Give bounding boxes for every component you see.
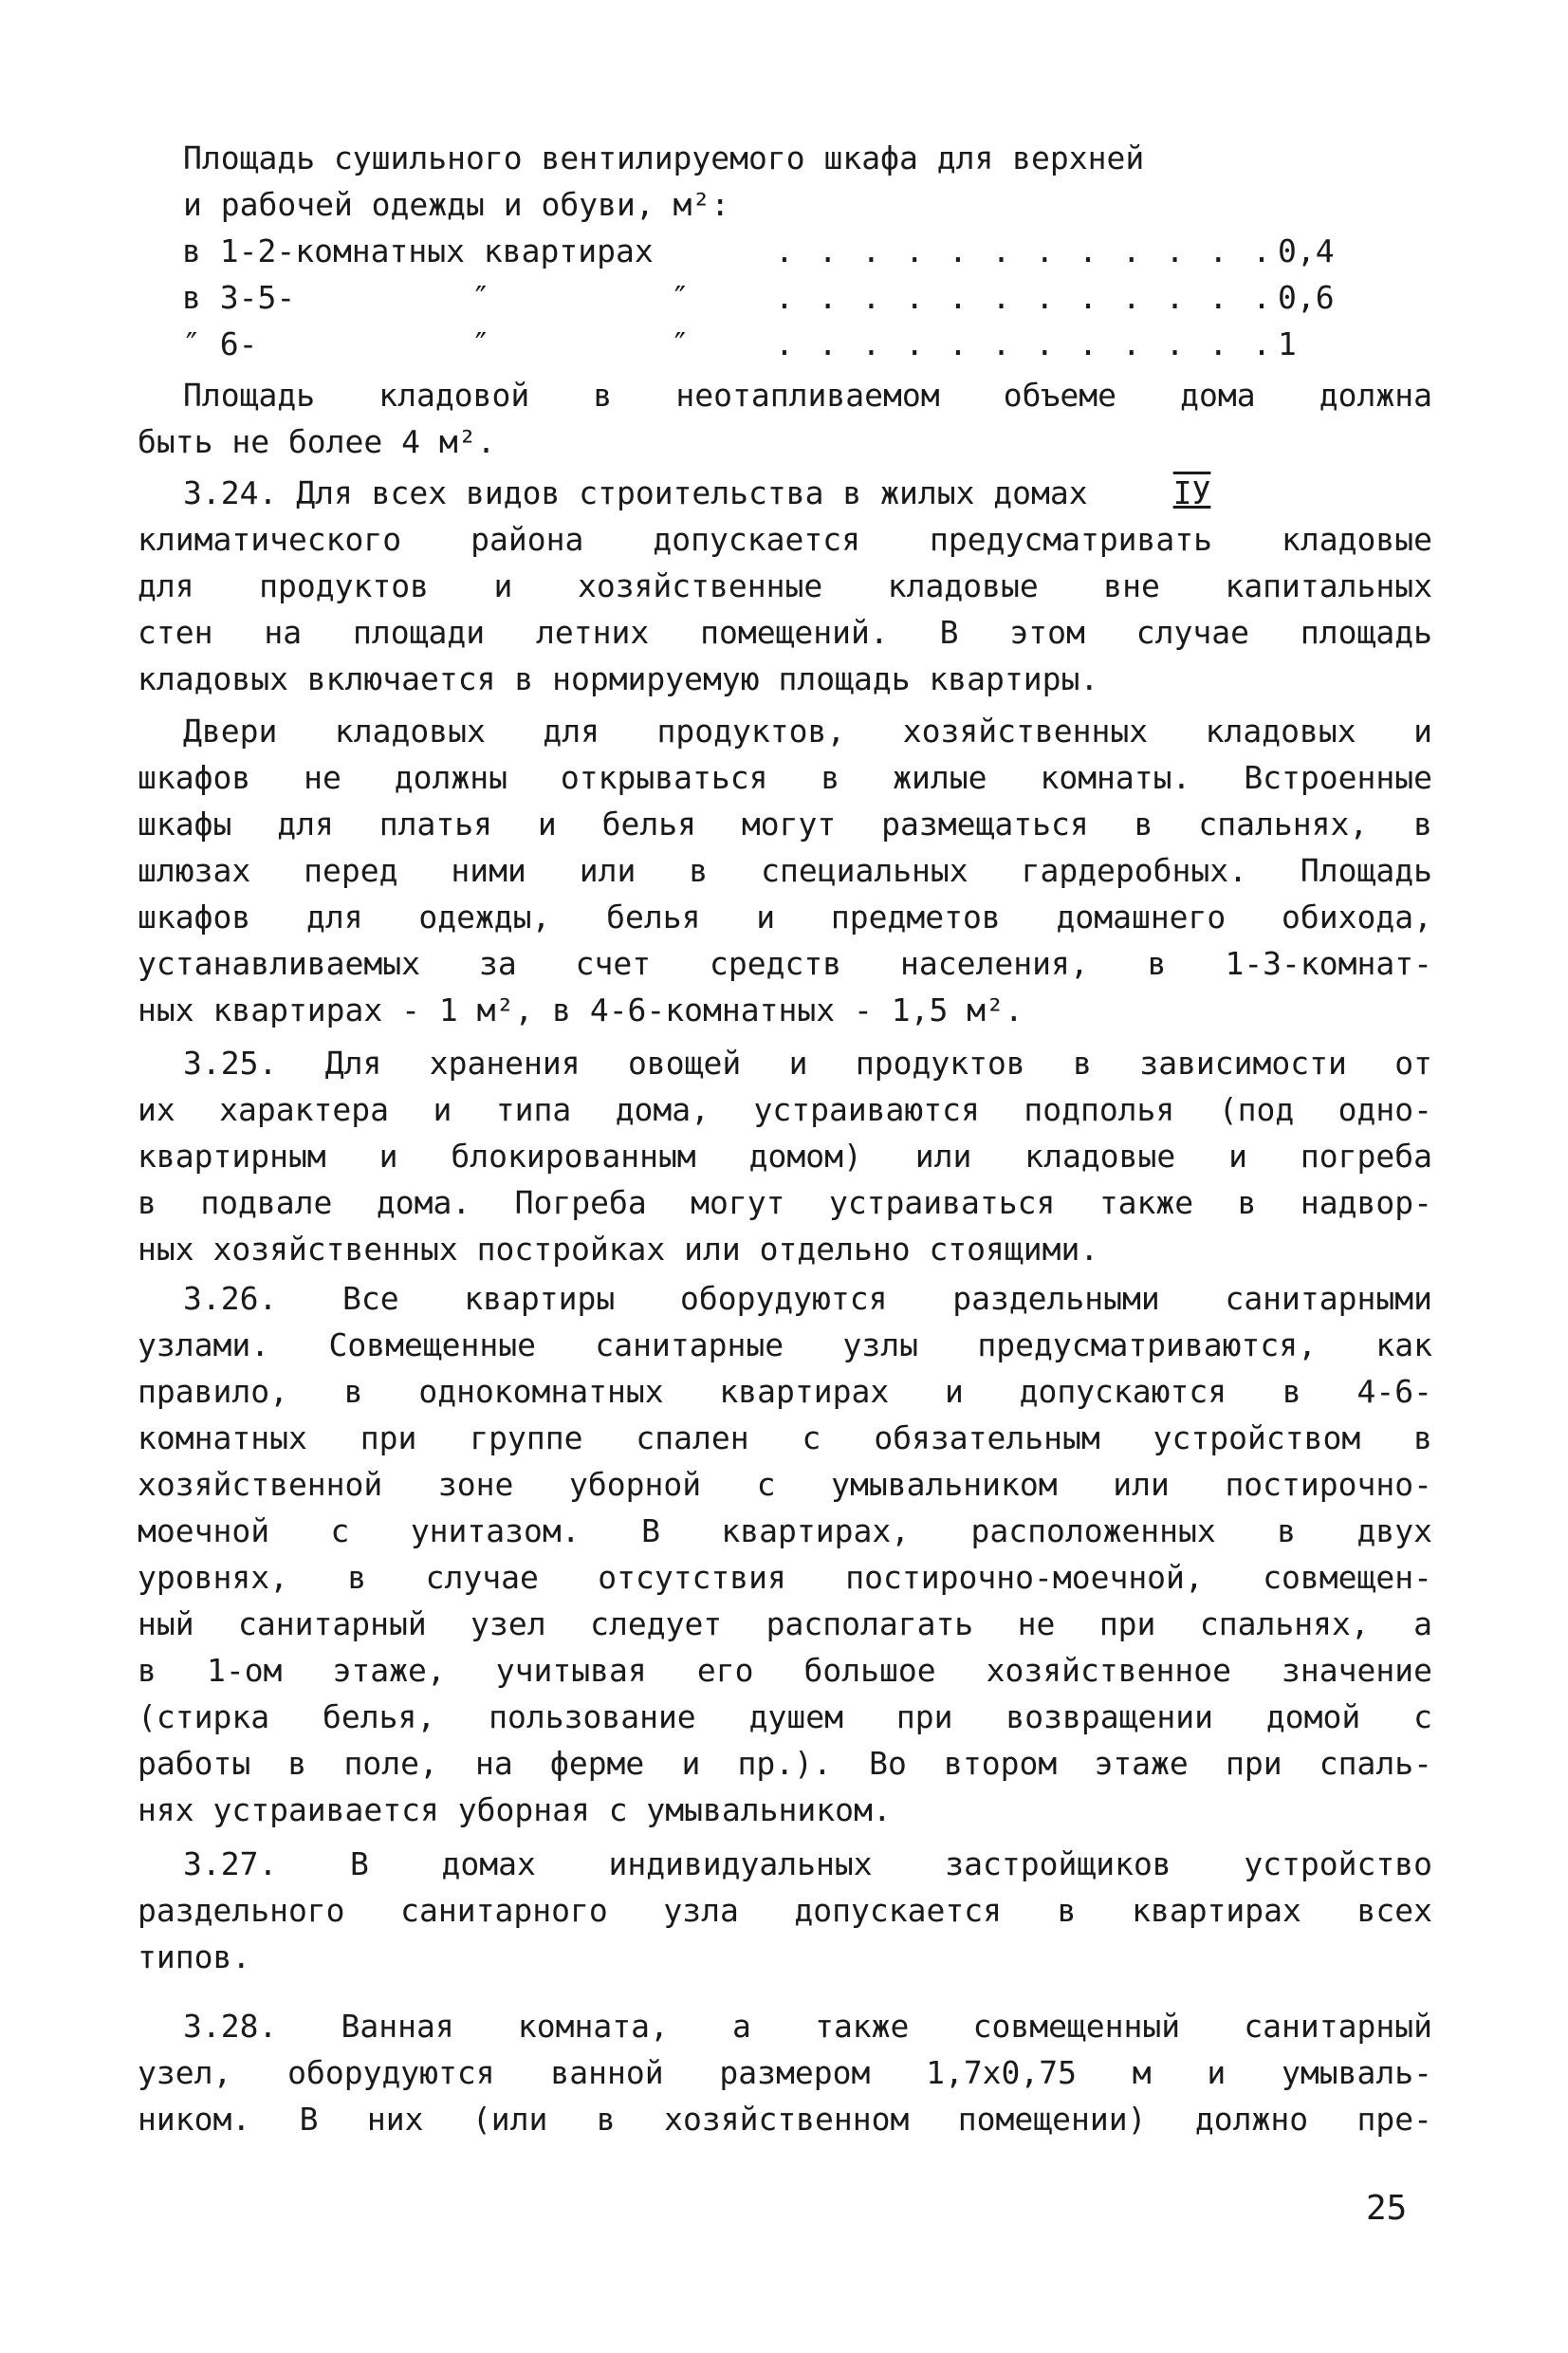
text-line xyxy=(138,470,1432,516)
text-line: для продуктов и хозяйственные кладовые вне капитальных xyxy=(138,567,1432,604)
list-item-value: 1 xyxy=(1278,325,1297,362)
text-line: их характера и типа дома, устраиваются подполья (под одно- xyxy=(138,1091,1432,1128)
ditto-mark: ″ xyxy=(671,325,690,362)
list-item-value: 0,6 xyxy=(1278,279,1335,316)
text-line: Площадь кладовой в неотапливаемом объеме дома должна xyxy=(183,377,1432,414)
text-line: квартирным и блокированным домом) или кладовые и погреба xyxy=(138,1138,1432,1175)
text-line: комнатных при группе спален с обязательным устройством в xyxy=(138,1419,1432,1456)
text-line: шкафов не должны открываться в жилые комнаты. Встроенные xyxy=(138,759,1432,796)
text-line: ником. В них (или в хозяйственном помещении) должно пре- xyxy=(138,2101,1432,2138)
paragraph-3-28 xyxy=(138,2003,1432,2142)
paragraph-3-26 xyxy=(138,1275,1432,1833)
text-line: Двери кладовых для продуктов, хозяйственных кладовых и xyxy=(183,713,1432,750)
text-line: узлами. Совмещенные санитарные узлы предусматриваются, как xyxy=(138,1326,1432,1363)
text-line: 3.26. Все квартиры оборудуются раздельными санитарными xyxy=(183,1280,1432,1317)
text-line: Площадь сушильного вентилируемого шкафа для верхней xyxy=(183,139,1145,176)
page-number: 25 xyxy=(1366,2189,1408,2228)
text-line: шкафы для платья и белья могут размещаться в спальнях, в xyxy=(138,806,1432,843)
text-line: стен на площади летних помещений. В этом случае площадь xyxy=(138,614,1432,651)
list-item xyxy=(182,274,1358,321)
list-item xyxy=(182,228,1358,274)
paragraph-3-25 xyxy=(138,1040,1432,1272)
text-line: (стирка белья, пользование душем при возвращении домой с xyxy=(138,1698,1432,1735)
text-line: и рабочей одежды и обуви, м²: xyxy=(183,186,730,223)
text-line: шлюзах перед ними или в специальных гардеробных. Площадь xyxy=(138,852,1432,889)
text-line: ных хозяйственных постройках или отдельно стоящими. xyxy=(138,1231,1099,1268)
storage-note-paragraph xyxy=(138,372,1432,465)
leader-dots: . . . . . . . . . . . . xyxy=(775,232,1274,269)
ditto-mark: ″ xyxy=(471,325,490,362)
list-item-label: ″ 6- xyxy=(182,325,258,362)
text-line: быть не более 4 м². xyxy=(138,423,496,460)
leader-dots: . . . . . . . . . . . . xyxy=(775,279,1274,316)
text-line: шкафов для одежды, белья и предметов домашнего обихода, xyxy=(138,899,1432,936)
text-line: работы в поле, на ферме и пр.). Во втором этаже при спаль- xyxy=(138,1745,1432,1782)
text-line: типов. xyxy=(138,1938,251,1975)
paragraph-3-27 xyxy=(138,1841,1432,1980)
paragraph-text: 3.24. Для всех видов строительства в жилых домах xyxy=(183,474,1088,511)
text-line: 3.25. Для хранения овощей и продуктов в зависимости от xyxy=(183,1045,1432,1082)
text-line: в подвале дома. Погреба могут устраиваться также в надвор- xyxy=(138,1184,1432,1221)
text-line: хозяйственной зоне уборной с умывальником или постирочно- xyxy=(138,1466,1432,1503)
text-line: 3.27. В домах индивидуальных застройщиков устройство xyxy=(183,1845,1432,1882)
ditto-mark: ″ xyxy=(671,279,690,316)
ditto-mark: ″ xyxy=(471,279,490,316)
leader-dots: . . . . . . . . . . . . xyxy=(775,325,1274,362)
text-line: уровнях, в случае отсутствия постирочно-моечной, совмещен- xyxy=(138,1559,1432,1596)
list-item xyxy=(182,321,1358,367)
paragraph-doors xyxy=(138,708,1432,1033)
list-item-label: в 3-5- xyxy=(182,279,296,316)
text-line: устанавливаемых за счет средств населения, в 1-3-комнат- xyxy=(138,945,1432,982)
text-line: ных квартирах - 1 м², в 4-6-комнатных - 1,5 м². xyxy=(138,991,1024,1028)
text-line: климатического района допускается предусматривать кладовые xyxy=(138,521,1432,558)
text-line: правило, в однокомнатных квартирах и допускаются в 4-6- xyxy=(138,1373,1432,1410)
list-item-value: 0,4 xyxy=(1278,232,1335,269)
text-line: нях устраивается уборная с умывальником. xyxy=(138,1791,892,1828)
paragraph-3-24 xyxy=(138,470,1432,702)
intro-paragraph xyxy=(138,135,1432,228)
text-line: узел, оборудуются ванной размером 1,7х0,75 м и умываль- xyxy=(138,2054,1432,2091)
text-line: 3.28. Ванная комната, а также совмещенный санитарный xyxy=(183,2008,1432,2045)
text-line: ный санитарный узел следует располагать не при спальнях, а xyxy=(138,1605,1432,1642)
text-line: раздельного санитарного узла допускается в квартирах всех xyxy=(138,1892,1432,1929)
climate-zone-mark: IУ xyxy=(1172,474,1211,511)
text-line: в 1-ом этаже, учитывая его большое хозяйственное значение xyxy=(138,1652,1432,1689)
text-line: кладовых включается в нормируемую площадь квартиры. xyxy=(138,660,1099,697)
text-line: моечной с унитазом. В квартирах, расположенных в двух xyxy=(138,1512,1432,1549)
list-item-label: в 1-2-комнатных квартирах xyxy=(182,232,654,269)
